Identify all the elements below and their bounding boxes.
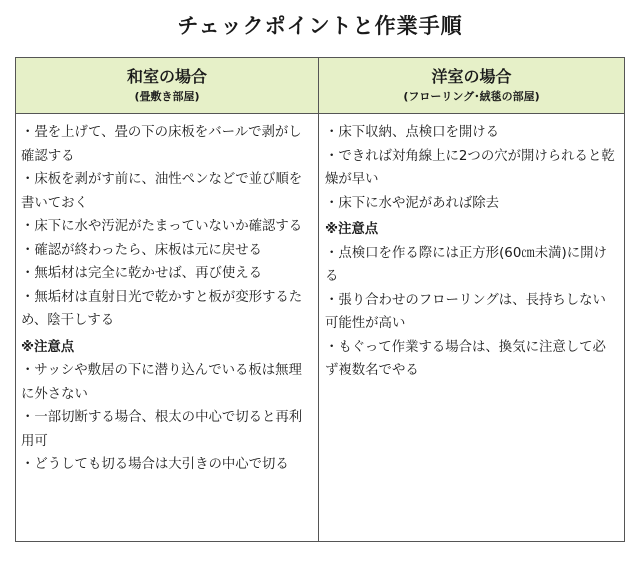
- list-item: ・畳を上げて、畳の下の床板をバールで剥がし確認する: [21, 125, 302, 164]
- header-title: 洋室の場合: [431, 67, 512, 86]
- japanese-room-column: [21, 121, 315, 477]
- header-western-room: [319, 58, 624, 114]
- list-item: ・床下に水や泥があれば除去: [325, 195, 500, 211]
- list-item: ・できれば対角線上に2つの穴が開けられると乾燥が早い: [325, 148, 615, 187]
- page-title: チェックポイントと作業手順: [177, 14, 463, 38]
- list-item: ・確認が終わったら、床板は元に戻せる: [21, 242, 262, 258]
- list-item: ・無垢材は直射日光で乾かすと板が変形するため、陰干しする: [21, 289, 303, 328]
- list-item: ・床下収納、点検口を開ける: [325, 125, 500, 140]
- list-item: ・無垢材は完全に乾かせば、再び使える: [21, 266, 263, 281]
- list-item: ・床下に水や汚泥がたまっていないか確認する: [21, 219, 303, 234]
- western-room-column: [325, 121, 619, 383]
- header-japanese-room: [16, 58, 318, 114]
- note-item: ・張り合わせのフローリングは、長持ちしない可能性が高い: [325, 292, 606, 331]
- column-divider: [318, 58, 319, 541]
- note-heading: ※注意点: [325, 222, 379, 237]
- header-title: 和室の場合: [126, 67, 207, 86]
- header-subtitle: (フローリング･絨毯の部屋): [403, 90, 540, 103]
- note-item: ・どうしても切る場合は大引きの中心で切る: [21, 457, 289, 472]
- header-subtitle: (畳敷き部屋): [134, 90, 200, 103]
- note-item: ・点検口を作る際には正方形(60㎝未満)に開ける: [325, 245, 607, 284]
- note-heading: ※注意点: [21, 339, 75, 355]
- list-item: ・床板を剥がす前に、油性ペンなどで並び順を書いておく: [21, 172, 303, 211]
- note-item: ・サッシや敷居の下に潜り込んでいる板は無理に外さない: [21, 363, 302, 402]
- comparison-table: [15, 57, 625, 542]
- note-item: ・一部切断する場合、根太の中心で切ると再利用可: [21, 410, 303, 449]
- note-item: ・もぐって作業する場合は、換気に注意して必ず複数名でやる: [325, 339, 606, 378]
